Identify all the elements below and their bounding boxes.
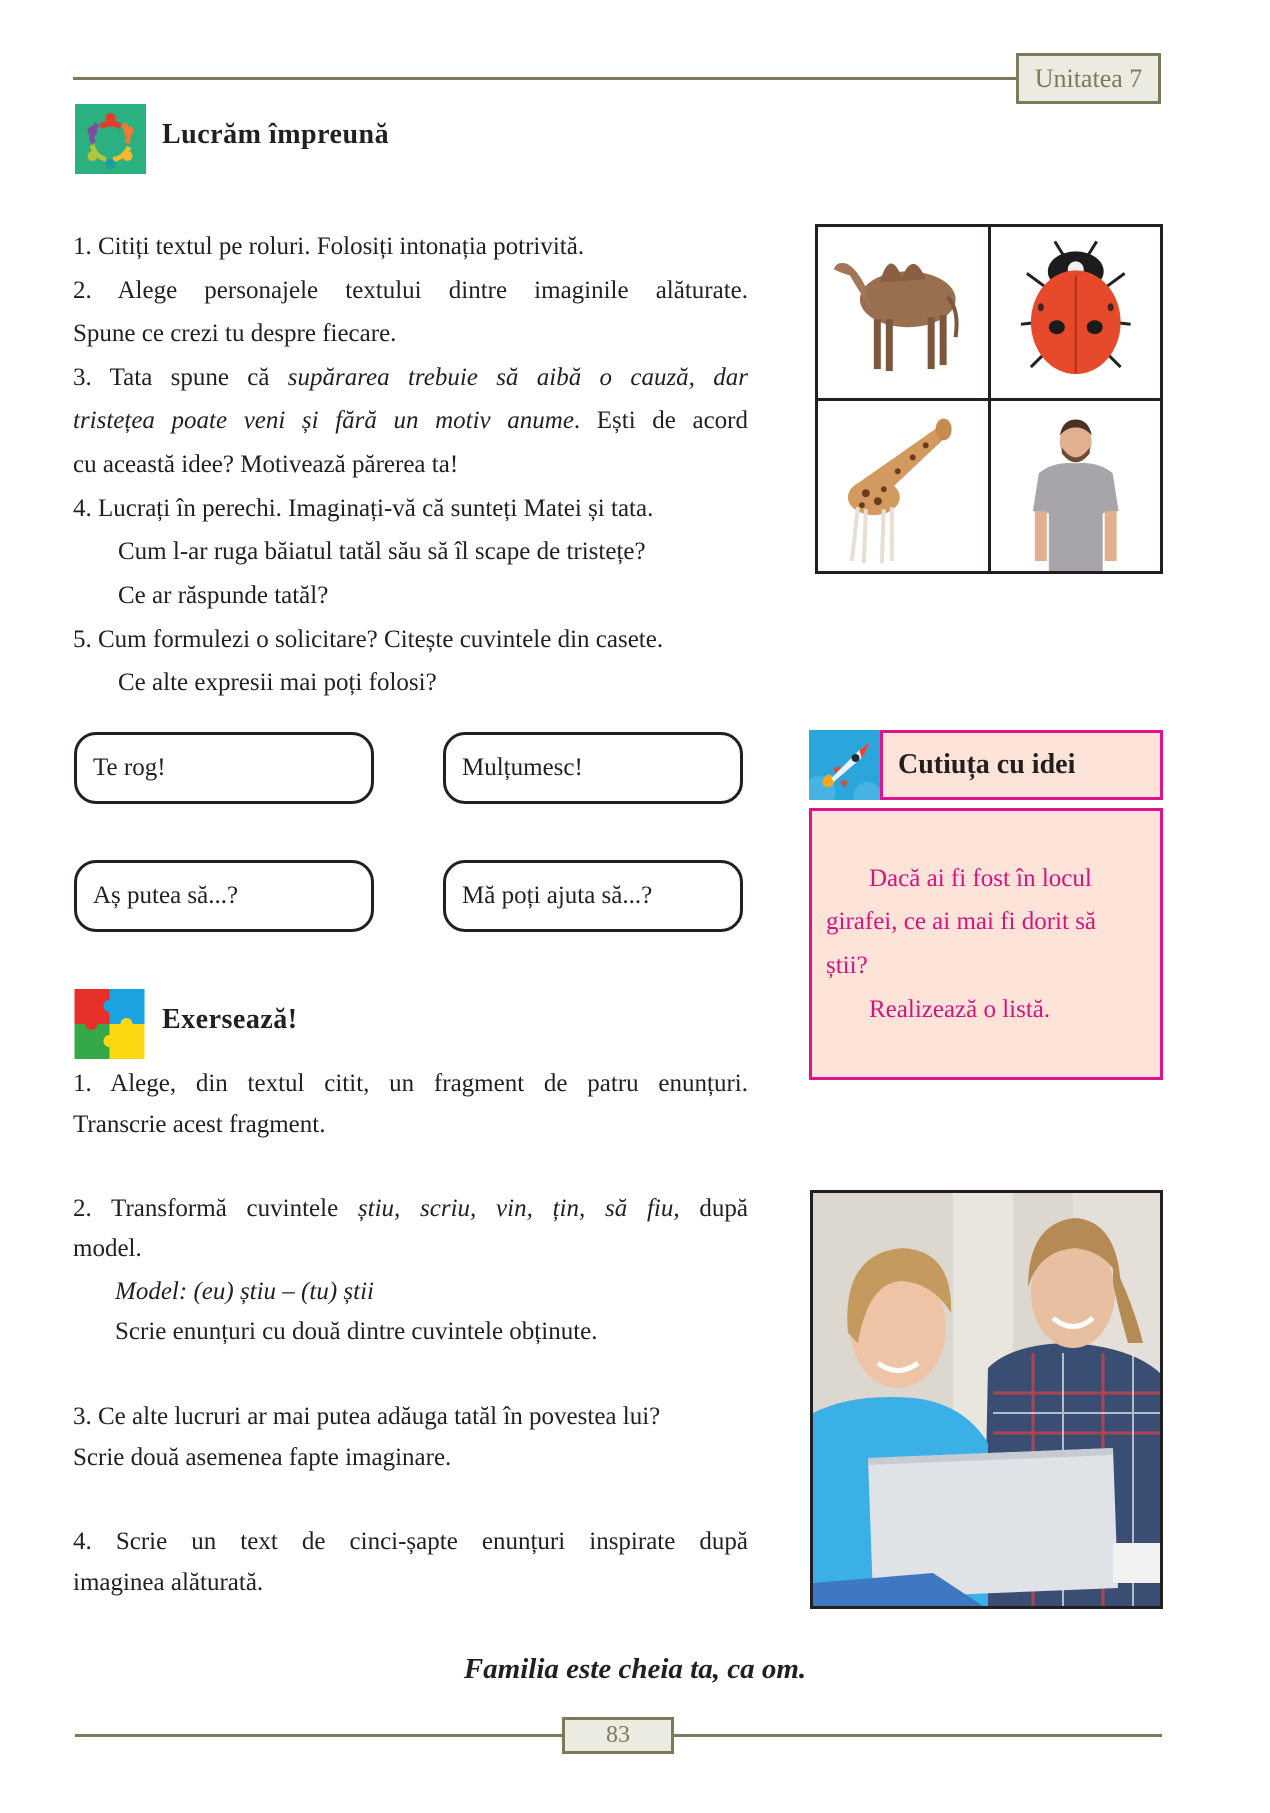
idea-box-body [809,808,1163,1080]
team-circle-icon [75,104,146,174]
task-2-line-2: Spune ce crezi tu despre fiecare. [73,320,397,347]
idea-box-title [880,730,1163,800]
unit-label-text: Unitatea 7 [1034,63,1143,93]
footer-rule-right [672,1734,1162,1737]
phrase-box-multumesc: Mulțumesc! [443,732,743,804]
section-title-work-together: Lucrăm împreună [162,119,390,150]
exercise-3-line-2: Scrie două asemenea fapte imaginare. [73,1444,452,1471]
section-title-practice: Exersează! [162,1004,298,1035]
exercise-2-line-4: Scrie enunțuri cu două dintre cuvintele obținute. [115,1318,598,1345]
ladybug-image[interactable] [991,227,1161,398]
camel-image[interactable] [818,227,988,398]
idea-line-3: știi? [826,952,868,979]
phrase-box-te-rog: Te rog! [74,732,374,804]
motto: Familia este cheia ta, ca om. [463,1653,807,1685]
exercise-4-line-2: imaginea alăturată. [73,1569,264,1596]
task-3-line-2: tristețea poate veni și fără un motiv anume. Ești de acord [73,407,749,434]
idea-line-4: Realizează o listă. [869,996,1051,1023]
task-1: 1. Citiți textul pe roluri. Folosiți intonația potrivită. [73,233,585,260]
idea-line-1: Dacă ai fi fost în locul [869,865,1092,892]
task-4-line-2: Cum l-ar ruga băiatul tatăl său să îl scape de tristețe? [118,538,646,565]
task-3-line-3: cu această idee? Motivează părerea ta! [73,451,459,478]
puzzle-icon [74,989,145,1059]
giraffe-image[interactable] [818,401,988,572]
phrase-box-ma-poti-ajuta: Mă poți ajuta să...? [443,860,743,932]
idea-box-title-text: Cutiuța cu idei [898,749,1076,780]
exercise-1-line-2: Transcrie acest fragment. [73,1111,326,1138]
boy-and-woman-laptop-photo[interactable] [810,1190,1163,1609]
task-2-line-1: 2. Alege personajele textului dintre imaginile alăturate. [73,277,749,304]
task-5-line-2: Ce alte expresii mai poți folosi? [118,669,437,696]
exercise-3-line-1: 3. Ce alte lucruri ar mai putea adăuga tatăl în povestea lui? [73,1403,661,1430]
task-5-line-1: 5. Cum formulezi o solicitare? Citește cuvintele din casete. [73,626,664,653]
rocket-icon [809,730,880,800]
page-number-text: 83 [606,1722,630,1748]
unit-label [1016,53,1161,104]
task-4-line-3: Ce ar răspunde tatăl? [118,582,329,609]
phrase-box-as-putea: Aș putea să...? [74,860,374,932]
exercise-2-line-2: model. [73,1235,142,1262]
exercise-2-line-1: 2. Transformă cuvintele știu, scriu, vin, țin, să fiu, după [73,1195,748,1222]
task-4-line-1: 4. Lucrați în perechi. Imaginați-vă că sunteți Matei și tata. [73,495,654,522]
exercise-2-model: Model: (eu) știu – (tu) știi [115,1278,374,1305]
man-image[interactable] [991,401,1161,572]
exercise-4-line-1: 4. Scrie un text de cinci-șapte enunțuri inspirate după [73,1528,748,1555]
idea-line-2: girafei, ce ai mai fi dorit să [826,908,1097,935]
exercise-1-line-1: 1. Alege, din textul citit, un fragment de patru enunțuri. [73,1070,748,1097]
task-3-line-1: 3. Tata spune că supărarea trebuie să aibă o cauză, dar [73,364,748,391]
header-rule [73,77,1017,80]
page-number [562,1717,674,1754]
footer-rule-left [75,1734,563,1737]
characters-image-grid [815,224,1163,574]
